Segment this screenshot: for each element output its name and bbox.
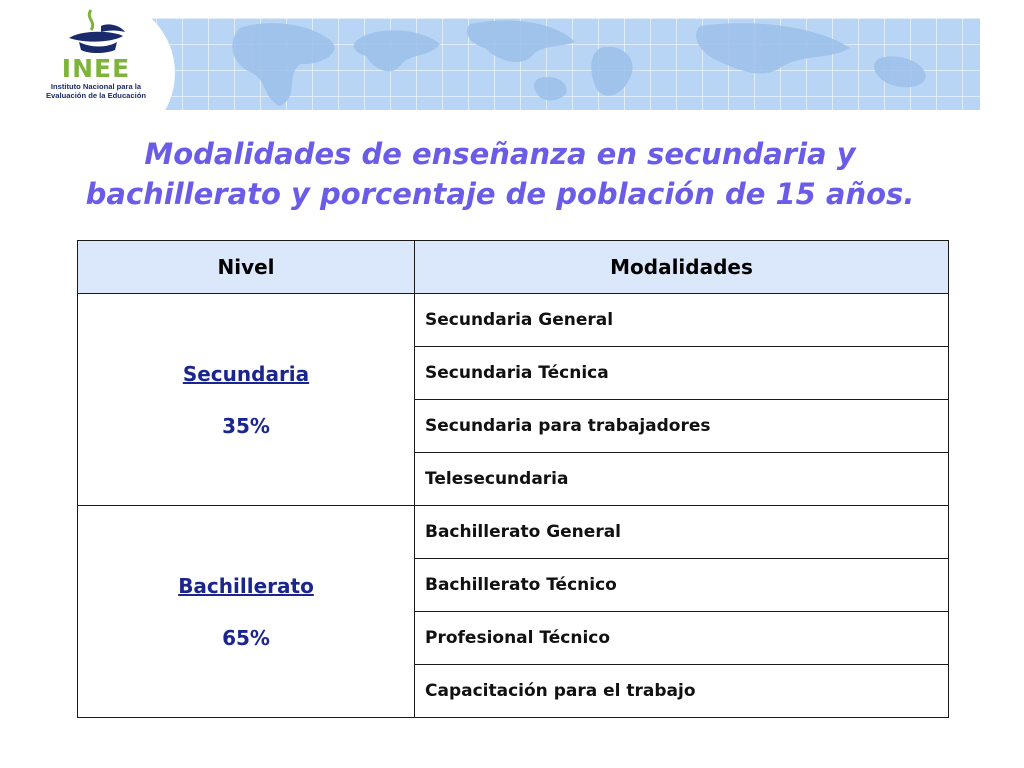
modality-cell: Capacitación para el trabajo: [415, 665, 949, 718]
logo-subtitle-line2: Evaluación de la Educación: [45, 91, 147, 100]
modality-cell: Secundaria para trabajadores: [415, 400, 949, 453]
modality-cell: Profesional Técnico: [415, 612, 949, 665]
modality-cell: Bachillerato General: [415, 506, 949, 559]
level-percent: 65%: [222, 625, 270, 650]
level-name: Secundaria: [182, 361, 310, 386]
level-percent: 35%: [222, 413, 270, 438]
inee-logo: [36, 8, 156, 118]
slide-title-line2: bachillerato y porcentaje de población de 15 años.: [85, 177, 915, 211]
table-row: [78, 506, 949, 559]
table-row: [78, 294, 949, 347]
modality-cell: Bachillerato Técnico: [415, 559, 949, 612]
inee-logo-mark-icon: [61, 8, 131, 58]
header-nivel: Nivel: [78, 241, 415, 294]
modalities-table: [77, 240, 949, 718]
logo-name: INEE: [61, 54, 131, 83]
level-cell-secundaria: [78, 294, 415, 506]
level-cell-bachillerato: [78, 506, 415, 718]
logo-subtitle-line1: Instituto Nacional para la: [50, 82, 142, 91]
modality-cell: Telesecundaria: [415, 453, 949, 506]
header-modalidades: Modalidades: [415, 241, 949, 294]
level-name: Bachillerato: [178, 573, 314, 598]
slide-title: [40, 134, 960, 214]
table-header-row: [78, 241, 949, 294]
slide-title-line1: Modalidades de enseñanza en secundaria y: [144, 137, 856, 171]
modality-cell: Secundaria General: [415, 294, 949, 347]
modality-cell: Secundaria Técnica: [415, 347, 949, 400]
